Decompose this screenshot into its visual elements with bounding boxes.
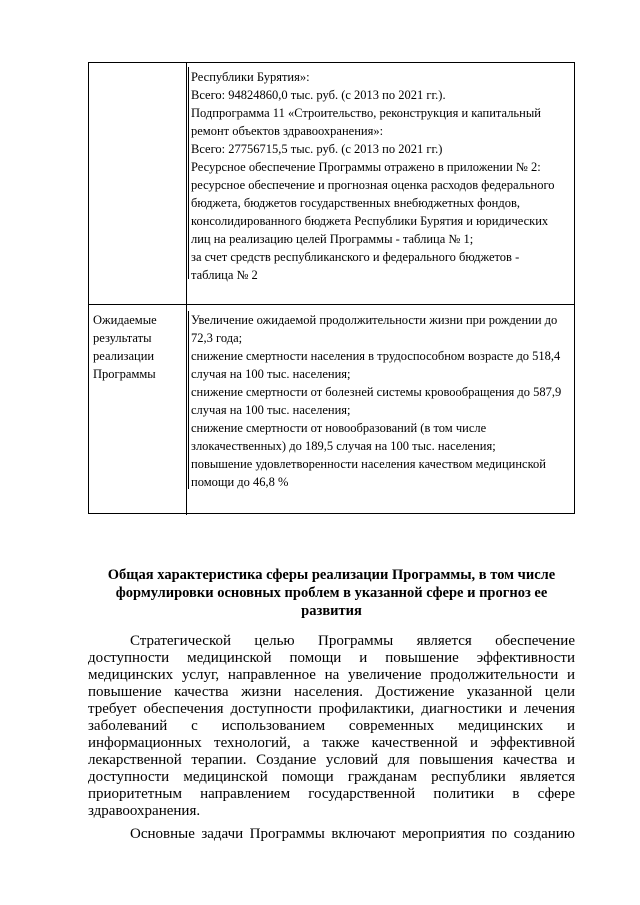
paragraph-line: заболеваний с использованием современных медицинских и	[88, 718, 575, 734]
paragraph-line: Стратегической целью Программы является обеспечение	[130, 633, 575, 649]
body-paragraph	[88, 633, 575, 820]
paragraph-line: повышение качества жизни населения. Достижение указанной цели	[88, 684, 575, 700]
text-line: консолидированного бюджета Республики Бурятия и юридических	[191, 214, 549, 228]
text-line: помощи до 46,8 %	[191, 475, 289, 489]
text-line: снижение смертности населения в трудоспособном возрасте до 518,4	[191, 349, 561, 363]
text-line: Подпрограмма 11 «Строительство, реконструкция и капитальный	[191, 106, 541, 120]
text-line: Республики Бурятия»:	[191, 70, 310, 84]
text-line: снижение смертности от новообразований (в том числе	[191, 421, 487, 435]
paragraph-line: здравоохранения.	[88, 803, 201, 819]
label-line: Программы	[93, 367, 156, 381]
text-line: бюджета, бюджетов государственных внебюджетных фондов,	[191, 196, 520, 210]
text-line: случая на 100 тыс. населения;	[191, 367, 351, 381]
text-line: злокачественных) до 189,5 случая на 100 тыс. населения;	[191, 439, 496, 453]
paragraph-line: приоритетным направлением государственной политики в сфере	[88, 786, 575, 802]
expected-results-label	[93, 311, 157, 383]
text-line: таблица № 2	[191, 268, 258, 282]
section-heading	[88, 566, 575, 620]
heading-line: развития	[301, 603, 362, 619]
paragraph-line: медицинских услуг, направленное на увеличение продолжительности и	[88, 667, 575, 683]
table-column-divider	[186, 63, 187, 515]
cell-margin-rule	[188, 311, 189, 489]
funding-cell	[191, 68, 555, 284]
heading-line: формулировки основных проблем в указанной сфере и прогноз ее	[115, 585, 548, 601]
program-passport-table	[88, 62, 575, 514]
heading-line: Общая характеристика сферы реализации Программы, в том числе	[107, 567, 556, 583]
text-line: случая на 100 тыс. населения;	[191, 403, 351, 417]
paragraph-line: доступности медицинской помощи и повышение эффективности	[88, 650, 575, 666]
label-line: Ожидаемые	[93, 313, 157, 327]
text-line: ресурсное обеспечение и прогнозная оценка расходов федерального	[191, 178, 555, 192]
label-line: результаты	[93, 331, 152, 345]
paragraph-line: требует обеспечения доступности профилактики, диагностики и лечения	[88, 701, 575, 717]
text-line: Увеличение ожидаемой продолжительности жизни при рождении до	[191, 313, 558, 327]
table-row-divider	[89, 304, 575, 305]
text-line: Ресурсное обеспечение Программы отражено в приложении № 2:	[191, 160, 541, 174]
paragraph-line: информационных технологий, а также качественной и эффективной	[88, 735, 575, 751]
text-line: ремонт объектов здравоохранения»:	[191, 124, 384, 138]
expected-results-cell	[191, 311, 561, 491]
body-paragraph	[88, 826, 575, 843]
text-line: 72,3 года;	[191, 331, 243, 345]
cell-margin-rule	[188, 67, 189, 279]
text-line: повышение удовлетворенности населения качеством медицинской	[191, 457, 546, 471]
text-line: Всего: 94824860,0 тыс. руб. (с 2013 по 2021 гг.).	[191, 88, 446, 102]
paragraph-line: лекарственной терапии. Создание условий для повышения качества и	[88, 752, 575, 768]
text-line: за счет средств республиканского и федерального бюджетов -	[191, 250, 520, 264]
text-line: снижение смертности от болезней системы кровообращения до 587,9	[191, 385, 562, 399]
paragraph-line: доступности медицинской помощи гражданам республики является	[88, 769, 575, 785]
text-line: Всего: 27756715,5 тыс. руб. (с 2013 по 2021 гг.)	[191, 142, 443, 156]
text-line: лиц на реализацию целей Программы - таблица № 1;	[191, 232, 474, 246]
paragraph-line: Основные задачи Программы включают мероприятия по созданию	[130, 826, 575, 842]
label-line: реализации	[93, 349, 155, 363]
